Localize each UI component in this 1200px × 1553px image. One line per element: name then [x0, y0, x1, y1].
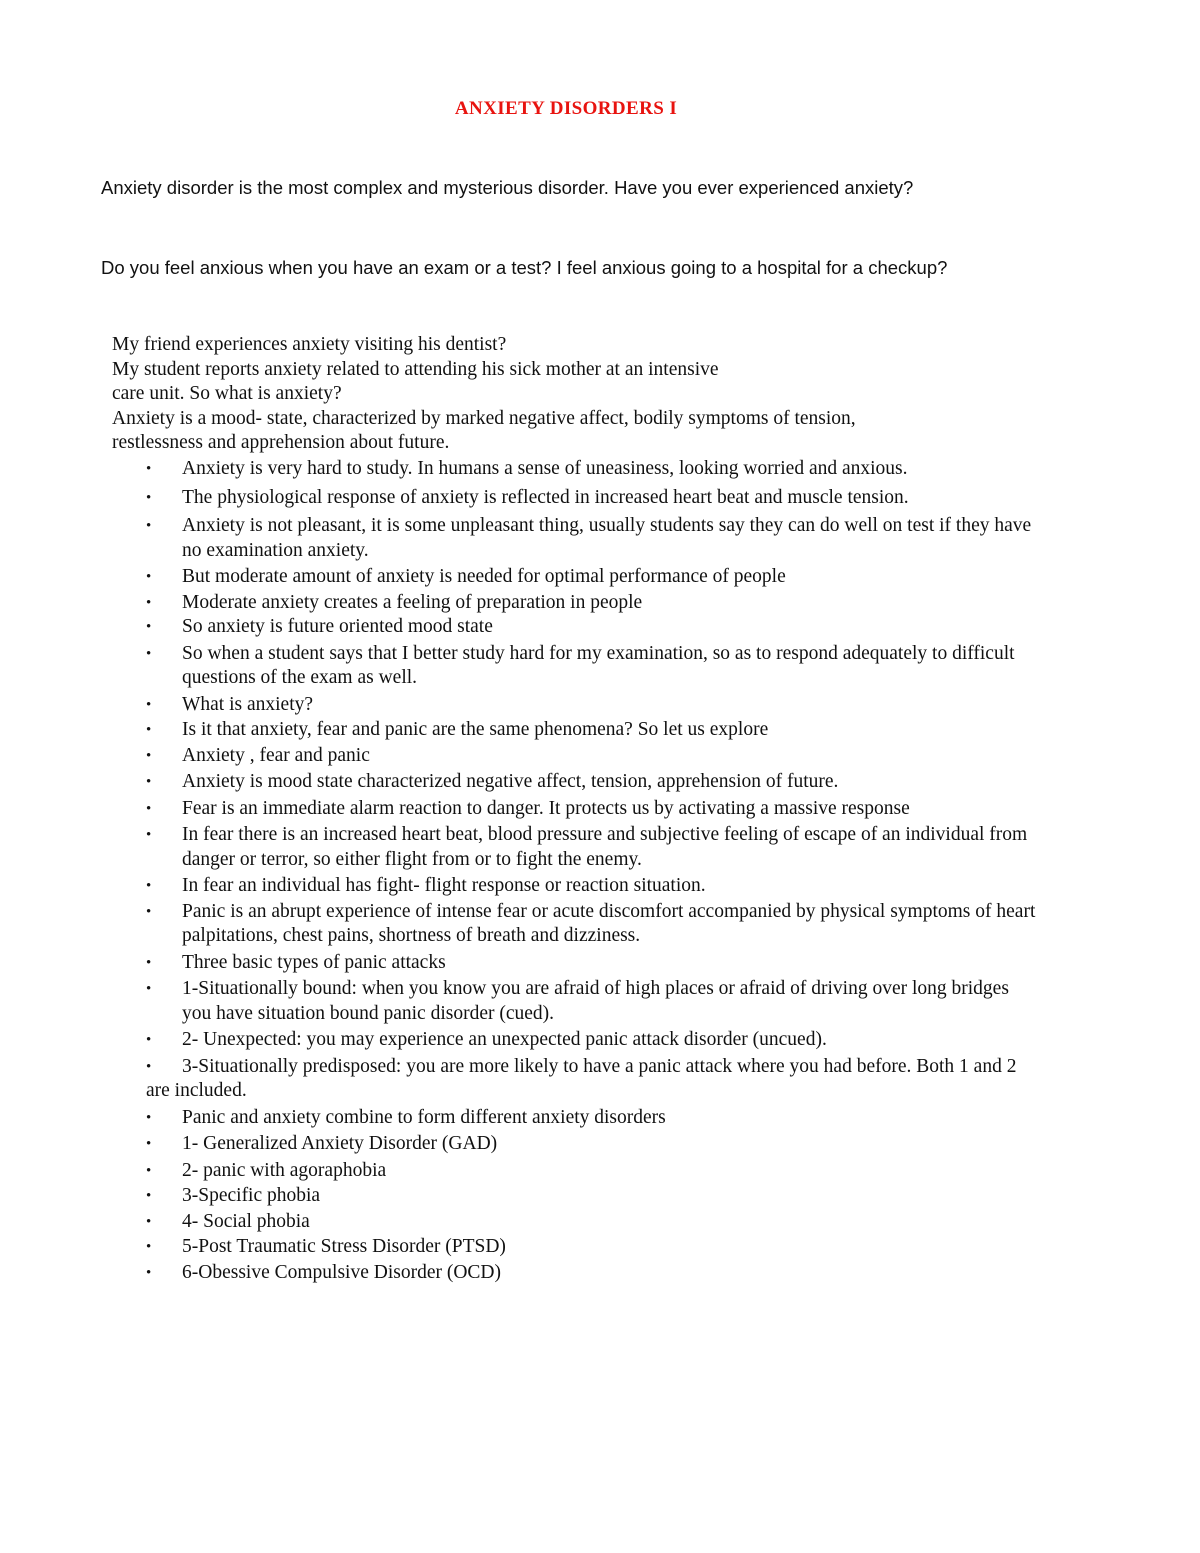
block-line: Anxiety is a mood- state, characterized by marked negative affect, bodily symptoms of tension, — [112, 407, 856, 429]
bullet-icon: • — [146, 518, 152, 534]
bullet-icon: • — [146, 461, 152, 477]
list-item: • Three basic types of panic attacks — [146, 951, 1036, 976]
document-title: ANXIETY DISORDERS I — [454, 98, 678, 119]
list-item: • 2- Unexpected: you may experience an unexpected panic attack disorder (uncued). — [146, 1028, 1036, 1053]
bullet-icon: • — [146, 1188, 152, 1204]
intro-paragraph-1: Anxiety disorder is the most complex and mysterious disorder. Have you ever experienced anxiety? — [101, 177, 914, 198]
list-item: • 6-Obessive Compulsive Disorder (OCD) — [146, 1261, 1036, 1286]
list-item: • So when a student says that I better study hard for my examination, so as to respond adequately to difficult questions of the exam as well. — [146, 642, 1015, 688]
list-item: • In fear an individual has fight- flight response or reaction situation. — [146, 874, 1036, 899]
bullet-icon: • — [146, 489, 152, 506]
list-item: • 1-Situationally bound: when you know you are afraid of high places or afraid of driving over long bridges you have situation bound panic disorder (cued). — [146, 978, 1009, 1024]
list-item: • Anxiety is mood state characterized negative affect, tension, apprehension of future. — [146, 770, 1036, 795]
list-item: • In fear there is an increased heart beat, blood pressure and subjective feeling of escape of an individual from danger or terror, so either flight from or to fight the enemy. — [146, 824, 1028, 870]
list-item: • 4- Social phobia — [146, 1210, 1036, 1235]
list-item: • Panic and anxiety combine to form different anxiety disorders — [146, 1106, 1036, 1131]
bullet-icon: • — [146, 878, 152, 894]
bullet-icon: • — [146, 903, 152, 920]
block-line: restlessness and apprehension about future. — [112, 432, 450, 453]
bullet-icon: • — [146, 1032, 152, 1048]
list-item: • Panic is an abrupt experience of intense fear or acute discomfort accompanied by physical symptoms of heart palpitations, chest pains, shortness of breath and dizziness. — [146, 900, 1036, 946]
bullet-icon: • — [146, 827, 152, 843]
list-item: • 3-Specific phobia — [146, 1184, 1036, 1209]
bullet-icon: • — [146, 1239, 152, 1255]
bullet-icon: • — [146, 722, 152, 738]
bullet-icon: • — [146, 981, 152, 997]
list-item: • Fear is an immediate alarm reaction to danger. It protects us by activating a massive response — [146, 797, 1036, 822]
bullet-icon: • — [146, 1213, 152, 1230]
anxiety-definition-block — [112, 333, 1032, 456]
list-item: • So anxiety is future oriented mood state — [146, 615, 1036, 640]
bullet-icon: • — [146, 1162, 152, 1179]
bullet-icon: • — [146, 747, 152, 764]
bullet-icon: • — [146, 954, 152, 971]
intro-paragraph-2: Do you feel anxious when you have an exam or a test? I feel anxious going to a hospital for a checkup? — [101, 257, 948, 278]
bullet-icon: • — [146, 594, 152, 611]
list-item: • 2- panic with agoraphobia — [146, 1159, 1036, 1184]
bullet-icon: • — [146, 696, 152, 713]
list-item: • 5-Post Traumatic Stress Disorder (PTSD) — [146, 1235, 1036, 1260]
list-item: • Moderate anxiety creates a feeling of preparation in people — [146, 591, 1036, 616]
list-item: • Anxiety is very hard to study. In humans a sense of uneasiness, looking worried and anxious. — [146, 457, 1036, 482]
list-item: • 1- Generalized Anxiety Disorder (GAD) — [146, 1132, 1036, 1157]
block-line: care unit. So what is anxiety? — [112, 383, 342, 404]
list-item: • Anxiety , fear and panic — [146, 744, 1036, 769]
bullet-list — [146, 457, 1036, 1285]
block-line: My student reports anxiety related to attending his sick mother at an intensive — [112, 358, 719, 380]
bullet-icon: • — [146, 569, 152, 585]
list-item: • Is it that anxiety, fear and panic are the same phenomena? So let us explore — [146, 718, 1036, 743]
bullet-icon: • — [146, 774, 152, 790]
list-item: • But moderate amount of anxiety is needed for optimal performance of people — [146, 565, 1036, 590]
block-line: My friend experiences anxiety visiting his dentist? — [112, 334, 507, 355]
bullet-icon: • — [146, 1264, 152, 1281]
bullet-icon: • — [146, 619, 152, 635]
bullet-icon: • — [146, 1136, 152, 1152]
bullet-icon: • — [146, 645, 152, 662]
bullet-icon: • — [146, 1058, 152, 1075]
list-item: • The physiological response of anxiety is reflected in increased heart beat and muscle tension. — [146, 486, 1036, 511]
bullet-icon: • — [146, 1109, 152, 1126]
bullet-icon: • — [146, 800, 152, 817]
list-item: • Anxiety is not pleasant, it is some unpleasant thing, usually students say they can do well on test if they have no examination anxiety. — [146, 515, 1032, 561]
list-item: • What is anxiety? — [146, 693, 1036, 718]
list-item: • 3-Situationally predisposed: you are more likely to have a panic attack where you had before. Both 1 and 2 are included. — [146, 1055, 1017, 1101]
